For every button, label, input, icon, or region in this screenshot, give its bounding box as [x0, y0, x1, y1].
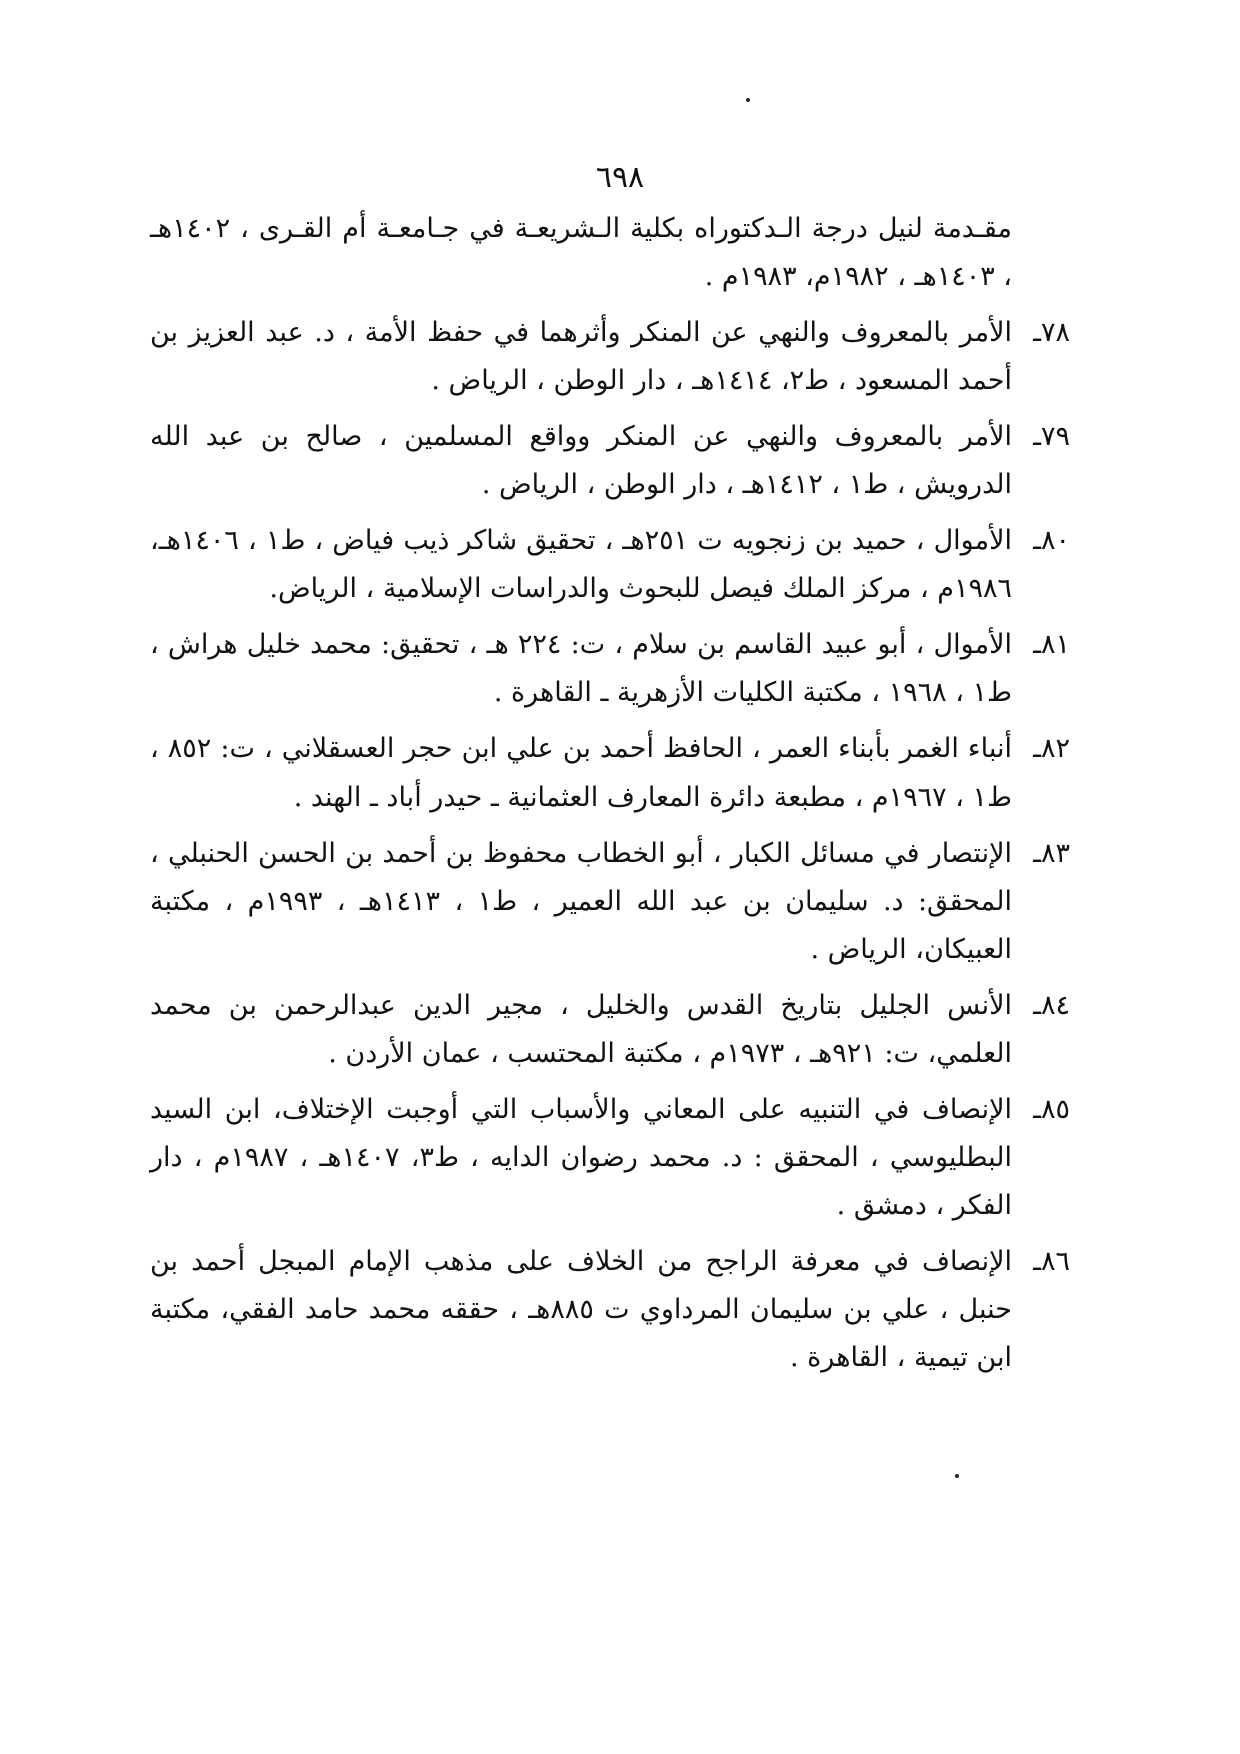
entry-number: ٨٥ـ — [1033, 1093, 1070, 1125]
entry-number: ٧٨ـ — [1033, 317, 1070, 349]
entry-text: الأموال ، حميد بن زنجويه ت ٢٥١هـ ، تحقيق شاكر ذيب فياض ، ط١ ، ١٤٠٦هـ، ١٩٨٦م ، مركز الملك فيصل للبحوث والدراسات الإسلامية ، الرياض. — [150, 525, 1012, 605]
entry-number: ٨٤ـ — [1033, 989, 1070, 1021]
scan-speck-top — [746, 98, 750, 102]
bibliography-entry-85 — [150, 1086, 1070, 1230]
entry-text: الإنصاف في معرفة الراجح من الخلاف على مذهب الإمام المبجل أحمد بن حنبل ، علي بن سليمان المرداوي ت ٨٨٥هـ ، حققه محمد حامد الفقي، مكتبة ابن تيمية ، القاهرة . — [150, 1245, 1012, 1374]
bibliography-entry-86 — [150, 1238, 1070, 1382]
bibliography-entry-84 — [150, 982, 1070, 1078]
entry-text: الإنتصار في مسائل الكبار ، أبو الخطاب محفوظ بن أحمد بن الحسن الحنبلي ، المحقق: د. سليمان بن عبد الله العمير ، ط١ ، ١٤١٣هـ ، ١٩٩٣م ، مكتبة العبيكان، الرياض . — [150, 837, 1012, 965]
entry-number: ٨٣ـ — [1033, 837, 1070, 869]
entry-number: ٧٩ـ — [1033, 421, 1070, 453]
entry-text: الأنس الجليل بتاريخ القدس والخليل ، مجير الدين عبدالرحمن بن محمد العلمي، ت: ٩٢١هـ ، ١٩٧٣م ، مكتبة المحتسب ، عمان الأردن . — [150, 989, 1012, 1069]
bibliography-entry-83 — [150, 830, 1070, 974]
entry-text: أنباء الغمر بأبناء العمر ، الحافظ أحمد بن علي ابن حجر العسقلاني ، ت: ٨٥٢ ، ط١ ، ١٩٦٧م ، مطبعة دائرة المعارف العثمانية ـ حيدر أباد ـ الهند . — [150, 733, 1012, 813]
entry-number: ٨٠ـ — [1033, 525, 1070, 557]
bibliography-entry-82 — [150, 725, 1070, 821]
entry-number: ٨٦ـ — [1033, 1245, 1070, 1277]
bibliography-entry-78 — [150, 309, 1070, 405]
continuation-paragraph: مقـدمة لنيل درجة الـدكتوراه بكلية الـشريعـة في جـامعـة أم القـرى ، ١٤٠٢هـ ، ١٤٠٣هـ ، ١٩٨٢م، ١٩٨٣م . — [150, 213, 1012, 293]
entry-number: ٨٢ـ — [1033, 733, 1070, 765]
entry-number: ٨١ـ — [1033, 629, 1070, 661]
page-number: ٦٩٨ — [595, 160, 645, 195]
entry-text: الأمر بالمعروف والنهي عن المنكر وواقع المسلمين ، صالح بن عبد الله الدرويش ، ط١ ، ١٤١٢هـ ، دار الوطن ، الرياض . — [150, 421, 1012, 501]
entry-text: الأموال ، أبو عبيد القاسم بن سلام ، ت: ٢٢٤ هـ ، تحقيق: محمد خليل هراش ، ط١ ، ١٩٦٨ ، مكتبة الكليات الأزهرية ـ القاهرة . — [150, 629, 1012, 709]
bibliography-entry-79 — [150, 413, 1070, 509]
scan-speck-bottom — [955, 1474, 959, 1478]
entry-text: الإنصاف في التنبيه على المعاني والأسباب التي أوجبت الإختلاف، ابن السيد البطليوسي ، المحقق : د. محمد رضوان الدايه ، ط٣، ١٤٠٧هـ ، ١٩٨٧م ، دار الفكر ، دمشق . — [150, 1093, 1013, 1221]
entry-text: الأمر بالمعروف والنهي عن المنكر وأثرهما في حفظ الأمة ، د. عبد العزيز بن أحمد المسعود ، ط٢، ١٤١٤هـ ، دار الوطن ، الرياض . — [150, 317, 1012, 397]
bibliography-entry-80 — [150, 517, 1070, 613]
bibliography-list — [150, 205, 1070, 1390]
bibliography-entry-81 — [150, 621, 1070, 717]
